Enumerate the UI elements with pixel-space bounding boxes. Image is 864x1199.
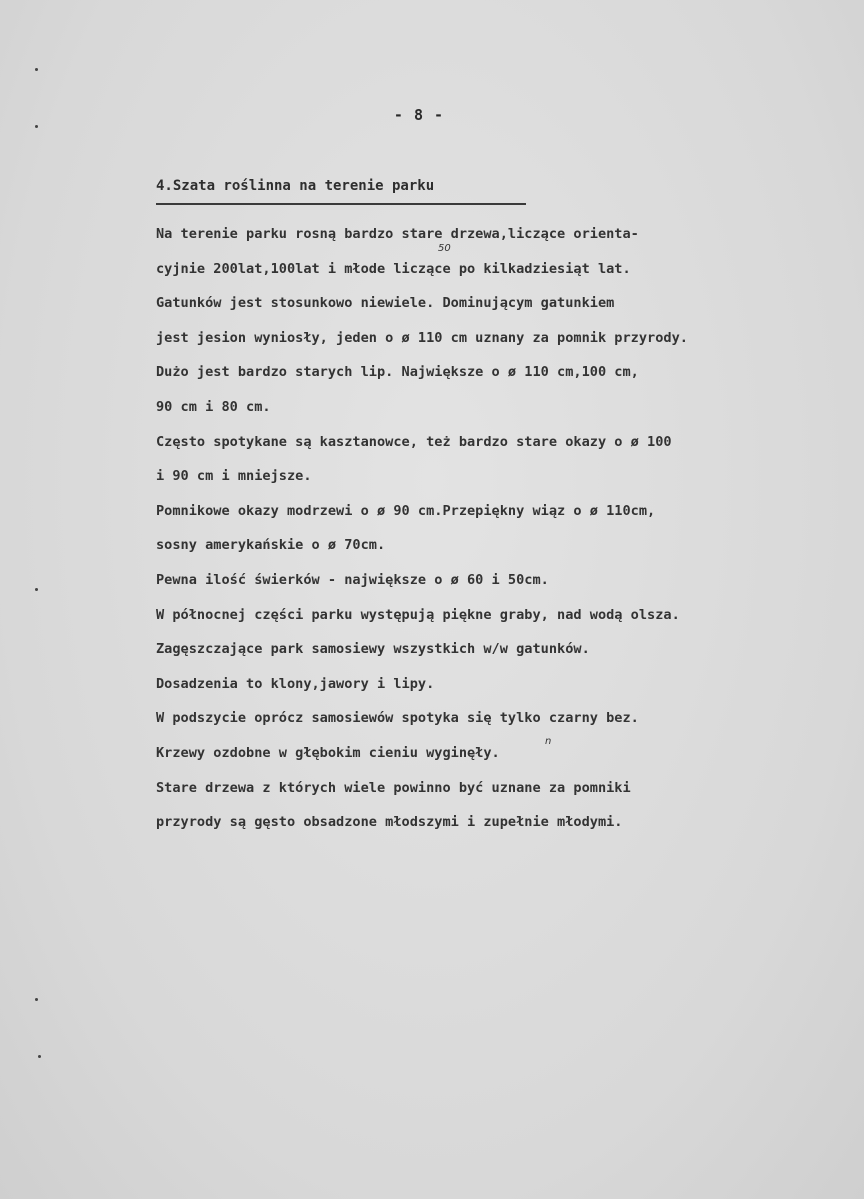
text-line: przyrody są gęsto obsadzone młodszymi i zupełnie młodymi.	[156, 814, 623, 831]
margin-dot	[35, 588, 38, 591]
text-line: cyjnie 200lat,100lat i młode liczące po kilkadziesiąt lat.	[156, 260, 631, 277]
margin-dot	[35, 998, 38, 1001]
text-line: Dosadzenia to klony,jawory i lipy.	[156, 675, 435, 692]
page-number: - 8 -	[393, 106, 445, 124]
text-line: Gatunków jest stosunkowo niewiele. Dominującym gatunkiem	[156, 295, 615, 312]
text-line: 90 cm i 80 cm.	[156, 398, 271, 415]
handwritten-annotation: n	[545, 736, 552, 747]
text-line: Często spotykane są kasztanowce, też bardzo stare okazy o ø 100	[156, 433, 672, 450]
text-line: Pomnikowe okazy modrzewi o ø 90 cm.Przepiękny wiąz o ø 110cm,	[156, 502, 656, 519]
text-line: sosny amerykańskie o ø 70cm.	[156, 537, 386, 554]
text-line: Dużo jest bardzo starych lip. Największe o ø 110 cm,100 cm,	[156, 364, 639, 381]
text-line: jest jesion wyniosły, jeden o ø 110 cm uznany za pomnik przyrody.	[156, 329, 688, 346]
text-line: Stare drzewa z których wiele powinno być uznane za pomniki	[156, 779, 631, 796]
text-line: W podszycie oprócz samosiewów spotyka się tylko czarny bez.	[156, 710, 639, 727]
body-text	[156, 217, 846, 840]
section-heading: 4.Szata roślinna na terenie parku	[156, 178, 435, 194]
text-line: Pewna ilość świerków - największe o ø 60 i 50cm.	[156, 571, 549, 588]
text-line: W północnej części parku występują piękne graby, nad wodą olsza.	[156, 606, 680, 623]
text-line: Zagęszczające park samosiewy wszystkich w/w gatunków.	[156, 641, 590, 658]
margin-dot	[38, 1055, 41, 1058]
margin-dot	[35, 125, 38, 128]
text-line: Krzewy ozdobne w głębokim cieniu wyginęły.	[156, 744, 500, 761]
text-line: i 90 cm i mniejsze.	[156, 468, 312, 485]
handwritten-annotation: 50	[438, 243, 451, 254]
text-line: Na terenie parku rosną bardzo stare drzewa,liczące orienta-	[156, 226, 639, 242]
margin-dot	[35, 68, 38, 71]
heading-underline	[156, 203, 526, 205]
